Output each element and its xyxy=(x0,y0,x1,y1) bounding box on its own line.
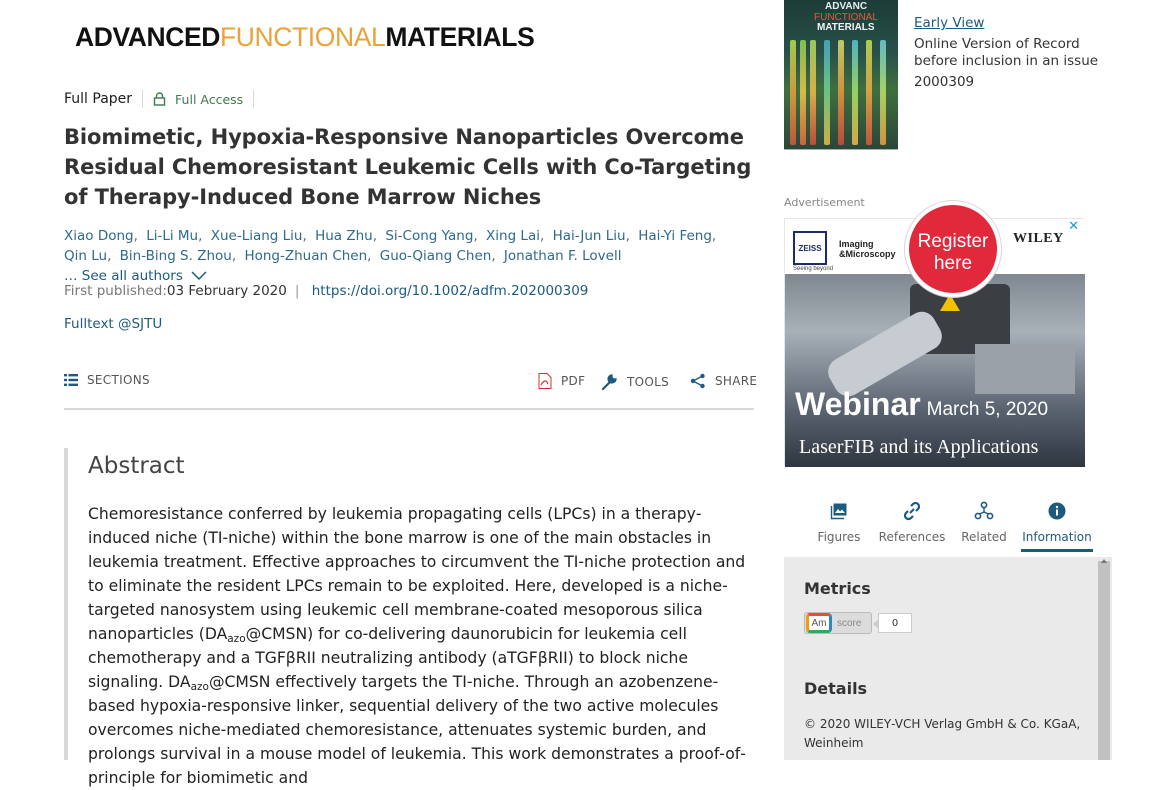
author-link[interactable]: Bin‐Bing S. Zhou xyxy=(119,248,232,264)
toolbar-divider xyxy=(64,408,754,410)
publication-info: First published:03 February 2020 | https://doi.org/10.1002/adfm.202000309 xyxy=(64,283,589,299)
author-link[interactable]: Qin Lu xyxy=(64,248,108,264)
details-heading: Details xyxy=(804,679,868,698)
issue-cover-image[interactable] xyxy=(784,0,898,150)
article-info-tabs xyxy=(803,496,1097,552)
see-all-label: … See all authors xyxy=(64,268,183,284)
author-link[interactable]: Guo‐Qiang Chen xyxy=(379,248,492,264)
register-here-button[interactable]: Register here xyxy=(905,201,1001,297)
share-icon xyxy=(690,373,706,389)
issue-info xyxy=(914,15,1114,91)
cover-title-line3: MATERIALS xyxy=(817,22,875,33)
sections-label: SECTIONS xyxy=(87,373,150,387)
wrench-icon xyxy=(600,373,618,391)
tab-label: Related xyxy=(961,530,1007,544)
tab-related[interactable] xyxy=(951,496,1017,552)
zeiss-tagline: Seeing beyond xyxy=(793,266,834,272)
author-link[interactable]: Xue‐Liang Liu xyxy=(210,228,303,244)
author-link[interactable]: Xing Lai xyxy=(486,228,540,244)
early-view-description: Online Version of Record before inclusion in an issue xyxy=(914,36,1099,69)
wiley-logo: WILEY xyxy=(1013,231,1064,246)
share-button[interactable] xyxy=(690,373,757,389)
cover-title-line1: ADVANC xyxy=(825,1,868,12)
imaging-microscopy-logo: Imaging &Microscopy xyxy=(839,239,896,259)
first-published-label: First published: xyxy=(64,283,167,299)
pdf-icon xyxy=(538,373,552,389)
journal-logo[interactable] xyxy=(75,22,534,52)
altmetric-score-value: 0 xyxy=(878,613,912,633)
access-badge xyxy=(153,92,243,107)
tab-label: Information xyxy=(1022,530,1092,544)
copyright-text: © 2020 WILEY‐VCH Verlag GmbH & Co. KGaA, Weinheim xyxy=(804,717,1081,750)
lock-icon xyxy=(153,92,166,106)
abstract-section xyxy=(64,448,764,787)
fulltext-link[interactable]: Fulltext @SJTU xyxy=(64,316,163,332)
pdf-label: PDF xyxy=(561,374,586,388)
share-label: SHARE xyxy=(715,374,758,388)
early-view-link[interactable]: Early View xyxy=(914,15,985,31)
ad-webinar-date: March 5, 2020 xyxy=(926,399,1049,420)
image-icon xyxy=(831,503,847,519)
divider xyxy=(253,90,254,108)
tab-label: Figures xyxy=(817,530,861,544)
tab-figures[interactable] xyxy=(803,496,875,552)
author-link[interactable]: Hua Zhu xyxy=(315,228,373,244)
cover-title-line2: FUNCTIONAL xyxy=(814,12,878,23)
doi-link[interactable]: https://doi.org/10.1002/adfm.202000309 xyxy=(311,283,589,299)
divider xyxy=(142,90,143,108)
tools-button[interactable] xyxy=(600,373,669,391)
pdf-button[interactable] xyxy=(538,373,585,389)
ad-close-icon[interactable]: ✕ xyxy=(1068,219,1079,234)
author-list: Xiao Dong, Li‐Li Mu, Xue‐Liang Liu, Hua Zhu, Si‐Cong Yang, Xing Lai, Hai‐Jun Liu, Hai‐Yi Feng, Qin Lu, Bin‐Bing S. Zhou, Hong‐Zhuan Chen, Guo‐Qiang Chen, Jonathan F. Lovell … See all authors xyxy=(64,228,717,284)
article-number: 2000309 xyxy=(914,74,975,90)
altmetric-badge[interactable] xyxy=(804,612,912,634)
tab-label: References xyxy=(878,530,946,544)
scroll-up-icon[interactable] xyxy=(1101,559,1107,563)
logo-part-materials: MATERIALS xyxy=(385,22,535,52)
ad-subtitle: LaserFIB and its Applications xyxy=(799,436,1039,458)
altmetric-score-label: score xyxy=(837,617,862,629)
access-label: Full Access xyxy=(175,91,244,107)
tab-references[interactable] xyxy=(877,496,947,552)
information-panel xyxy=(784,557,1112,760)
abstract-text: Chemoresistance conferred by leukemia propagating cells (LPCs) in a therapy‐induced niche (TI‐niche) within the bone marrow is one of the main obstacles in leukemia treatment. Effective approaches to circumvent the TI‐niche protection and to eliminate the resident LPCs remain to be exploited. Here, developed is a niche‐targeted nanosystem using leukemic cell membrane‐coated mesoporous silica nanoparticles $(DA_{azo}@CMSN)$ for co‐delivering daunorubicin for leukemia cell chemotherapy and a TGFβRII neutralizing antibody (aTGFβRII) to block niche signaling. $DA_{azo}@CMSN$ effectively targets the TI‐niche. Through an azobenzene‐based hypoxia‐responsive linker, sequential delivery of the two active molecules overcomes niche‐mediated chemoresistance, attenuates systemic burden, and prolongs survival in a mouse model of leukemia. This work demonstrates a proof‐of‐principle for biomimetic and xyxy=(88,505,746,787)
link-icon xyxy=(902,501,922,521)
article-meta-row xyxy=(64,90,264,108)
first-published-date: 03 February 2020 xyxy=(166,283,287,299)
network-icon xyxy=(974,501,994,521)
author-link[interactable]: Li‐Li Mu xyxy=(146,228,199,244)
altmetric-donut-icon: Am xyxy=(806,613,832,633)
author-link[interactable]: Hong‐Zhuan Chen xyxy=(244,248,368,264)
advertisement-label: Advertisement xyxy=(784,196,865,209)
abstract-heading: Abstract xyxy=(88,453,185,479)
logo-part-advanced: ADVANCED xyxy=(75,22,221,52)
author-link[interactable]: Hai‐Jun Liu xyxy=(552,228,626,244)
chevron-down-icon xyxy=(191,271,207,281)
zeiss-logo: ZEISS xyxy=(793,231,827,265)
article-type: Full Paper xyxy=(64,91,133,107)
tools-label: TOOLS xyxy=(627,375,670,389)
author-link[interactable]: Jonathan F. Lovell xyxy=(503,248,622,264)
metrics-heading: Metrics xyxy=(804,579,871,598)
author-link[interactable]: Xiao Dong xyxy=(64,228,134,244)
list-icon xyxy=(64,374,78,386)
panel-scrollbar[interactable] xyxy=(1098,561,1110,760)
info-icon xyxy=(1048,502,1066,520)
ad-photo xyxy=(785,274,1085,467)
author-link[interactable]: Si‐Cong Yang xyxy=(385,228,474,244)
author-link[interactable]: Hai‐Yi Feng xyxy=(638,228,712,244)
sections-button[interactable] xyxy=(64,373,150,387)
ad-webinar-title: Webinar March 5, 2020 xyxy=(795,386,1049,422)
tab-information[interactable] xyxy=(1021,496,1093,552)
article-title: Biomimetic, Hypoxia‐Responsive Nanoparticles Overcome Residual Chemoresistant Leukemic Cells with Co‐Targeting of Therapy‐Induced Bone Marrow Niches xyxy=(64,125,752,209)
logo-part-functional: FUNCTIONAL xyxy=(220,22,386,52)
article-toolbar xyxy=(64,370,758,394)
advertisement-banner[interactable] xyxy=(784,218,1084,466)
